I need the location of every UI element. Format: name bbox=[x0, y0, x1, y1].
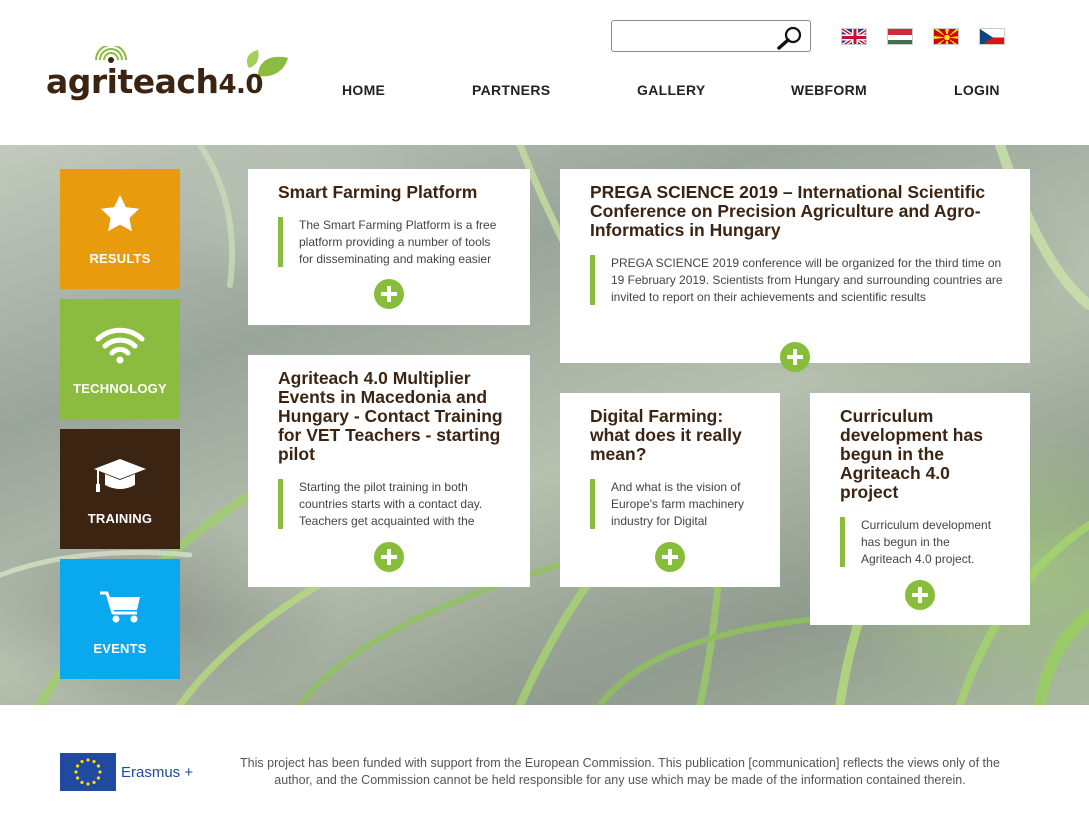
shopping-cart-icon bbox=[60, 583, 180, 627]
tile-technology-label: TECHNOLOGY bbox=[73, 381, 167, 396]
news-card bbox=[560, 169, 1030, 363]
flag-czech-icon[interactable] bbox=[979, 28, 1005, 45]
eu-flag-icon bbox=[60, 753, 116, 791]
agriteach-logo[interactable] bbox=[44, 46, 294, 106]
card-excerpt: The Smart Farming Platform is a free platform providing a number of tools for disseminating and making easier bbox=[278, 217, 503, 267]
wifi-icon bbox=[60, 323, 180, 367]
card-title[interactable]: PREGA SCIENCE 2019 – International Scientific Conference on Precision Agriculture and Agro-Informatics in Hungary bbox=[590, 182, 986, 240]
news-card bbox=[560, 393, 780, 587]
card-excerpt: Starting the pilot training in both countries starts with a contact day. Teachers get acquainted with the bbox=[278, 479, 503, 529]
site-header bbox=[0, 0, 1089, 145]
graduation-cap-icon bbox=[60, 453, 180, 497]
read-more-plus-icon[interactable] bbox=[905, 580, 935, 610]
read-more-plus-icon[interactable] bbox=[374, 542, 404, 572]
news-card bbox=[248, 169, 530, 325]
funding-disclaimer: This project has been funded with support from the European Commission. This publication [communication] reflects the views only of the author, and the Commission cannot be held responsible for any use which may be made of the information contained therein. bbox=[240, 756, 1000, 787]
card-title[interactable]: Digital Farming: what does it really mean? bbox=[590, 406, 742, 464]
flag-english-icon[interactable] bbox=[841, 28, 867, 45]
search-box bbox=[611, 20, 811, 52]
news-card bbox=[810, 393, 1030, 625]
card-title[interactable]: Agriteach 4.0 Multiplier Events in Macedonia and Hungary - Contact Training for VET Teachers - starting pilot bbox=[278, 368, 503, 464]
card-excerpt: And what is the vision of Europe's farm machinery industry for Digital bbox=[590, 479, 750, 529]
nav-login[interactable]: LOGIN bbox=[954, 82, 1000, 98]
read-more-plus-icon[interactable] bbox=[780, 342, 810, 372]
tile-training-label: TRAINING bbox=[87, 511, 153, 526]
site-footer bbox=[0, 705, 1089, 814]
card-excerpt: Curriculum development has begun in the Agriteach 4.0 project. bbox=[840, 517, 1002, 567]
news-card bbox=[248, 355, 530, 587]
tile-events-label: EVENTS bbox=[93, 641, 147, 656]
card-title[interactable]: Smart Farming Platform bbox=[278, 182, 478, 202]
nav-home[interactable]: HOME bbox=[342, 82, 386, 98]
nav-partners[interactable]: PARTNERS bbox=[472, 82, 551, 98]
tile-results[interactable] bbox=[60, 169, 180, 289]
nav-gallery[interactable]: GALLERY bbox=[637, 82, 706, 98]
card-excerpt: PREGA SCIENCE 2019 conference will be organized for the third time on 19 February 2019. Scientists from Hungary and surrounding countries are invited to report on their achievements and scientific results bbox=[590, 255, 1010, 305]
search-icon[interactable] bbox=[776, 24, 804, 50]
nav-webform[interactable]: WEBFORM bbox=[791, 82, 867, 98]
tile-results-label: RESULTS bbox=[89, 251, 151, 266]
flag-macedonian-icon[interactable] bbox=[933, 28, 959, 45]
logo-main-text: agriteach bbox=[46, 62, 219, 101]
erasmus-logo bbox=[60, 753, 210, 793]
flag-hungarian-icon[interactable] bbox=[887, 28, 913, 45]
card-title[interactable]: Curriculum development has begun in the Agriteach 4.0 project bbox=[840, 406, 983, 502]
erasmus-label: Erasmus + bbox=[121, 764, 194, 781]
read-more-plus-icon[interactable] bbox=[374, 279, 404, 309]
search-input[interactable] bbox=[616, 25, 766, 47]
logo-version-text: 4.0 bbox=[218, 70, 264, 100]
hero-section bbox=[0, 145, 1089, 705]
logo-text bbox=[46, 62, 263, 101]
star-icon bbox=[60, 193, 180, 237]
read-more-plus-icon[interactable] bbox=[655, 542, 685, 572]
tile-training[interactable] bbox=[60, 429, 180, 549]
tile-technology[interactable] bbox=[60, 299, 180, 419]
tile-events[interactable] bbox=[60, 559, 180, 679]
